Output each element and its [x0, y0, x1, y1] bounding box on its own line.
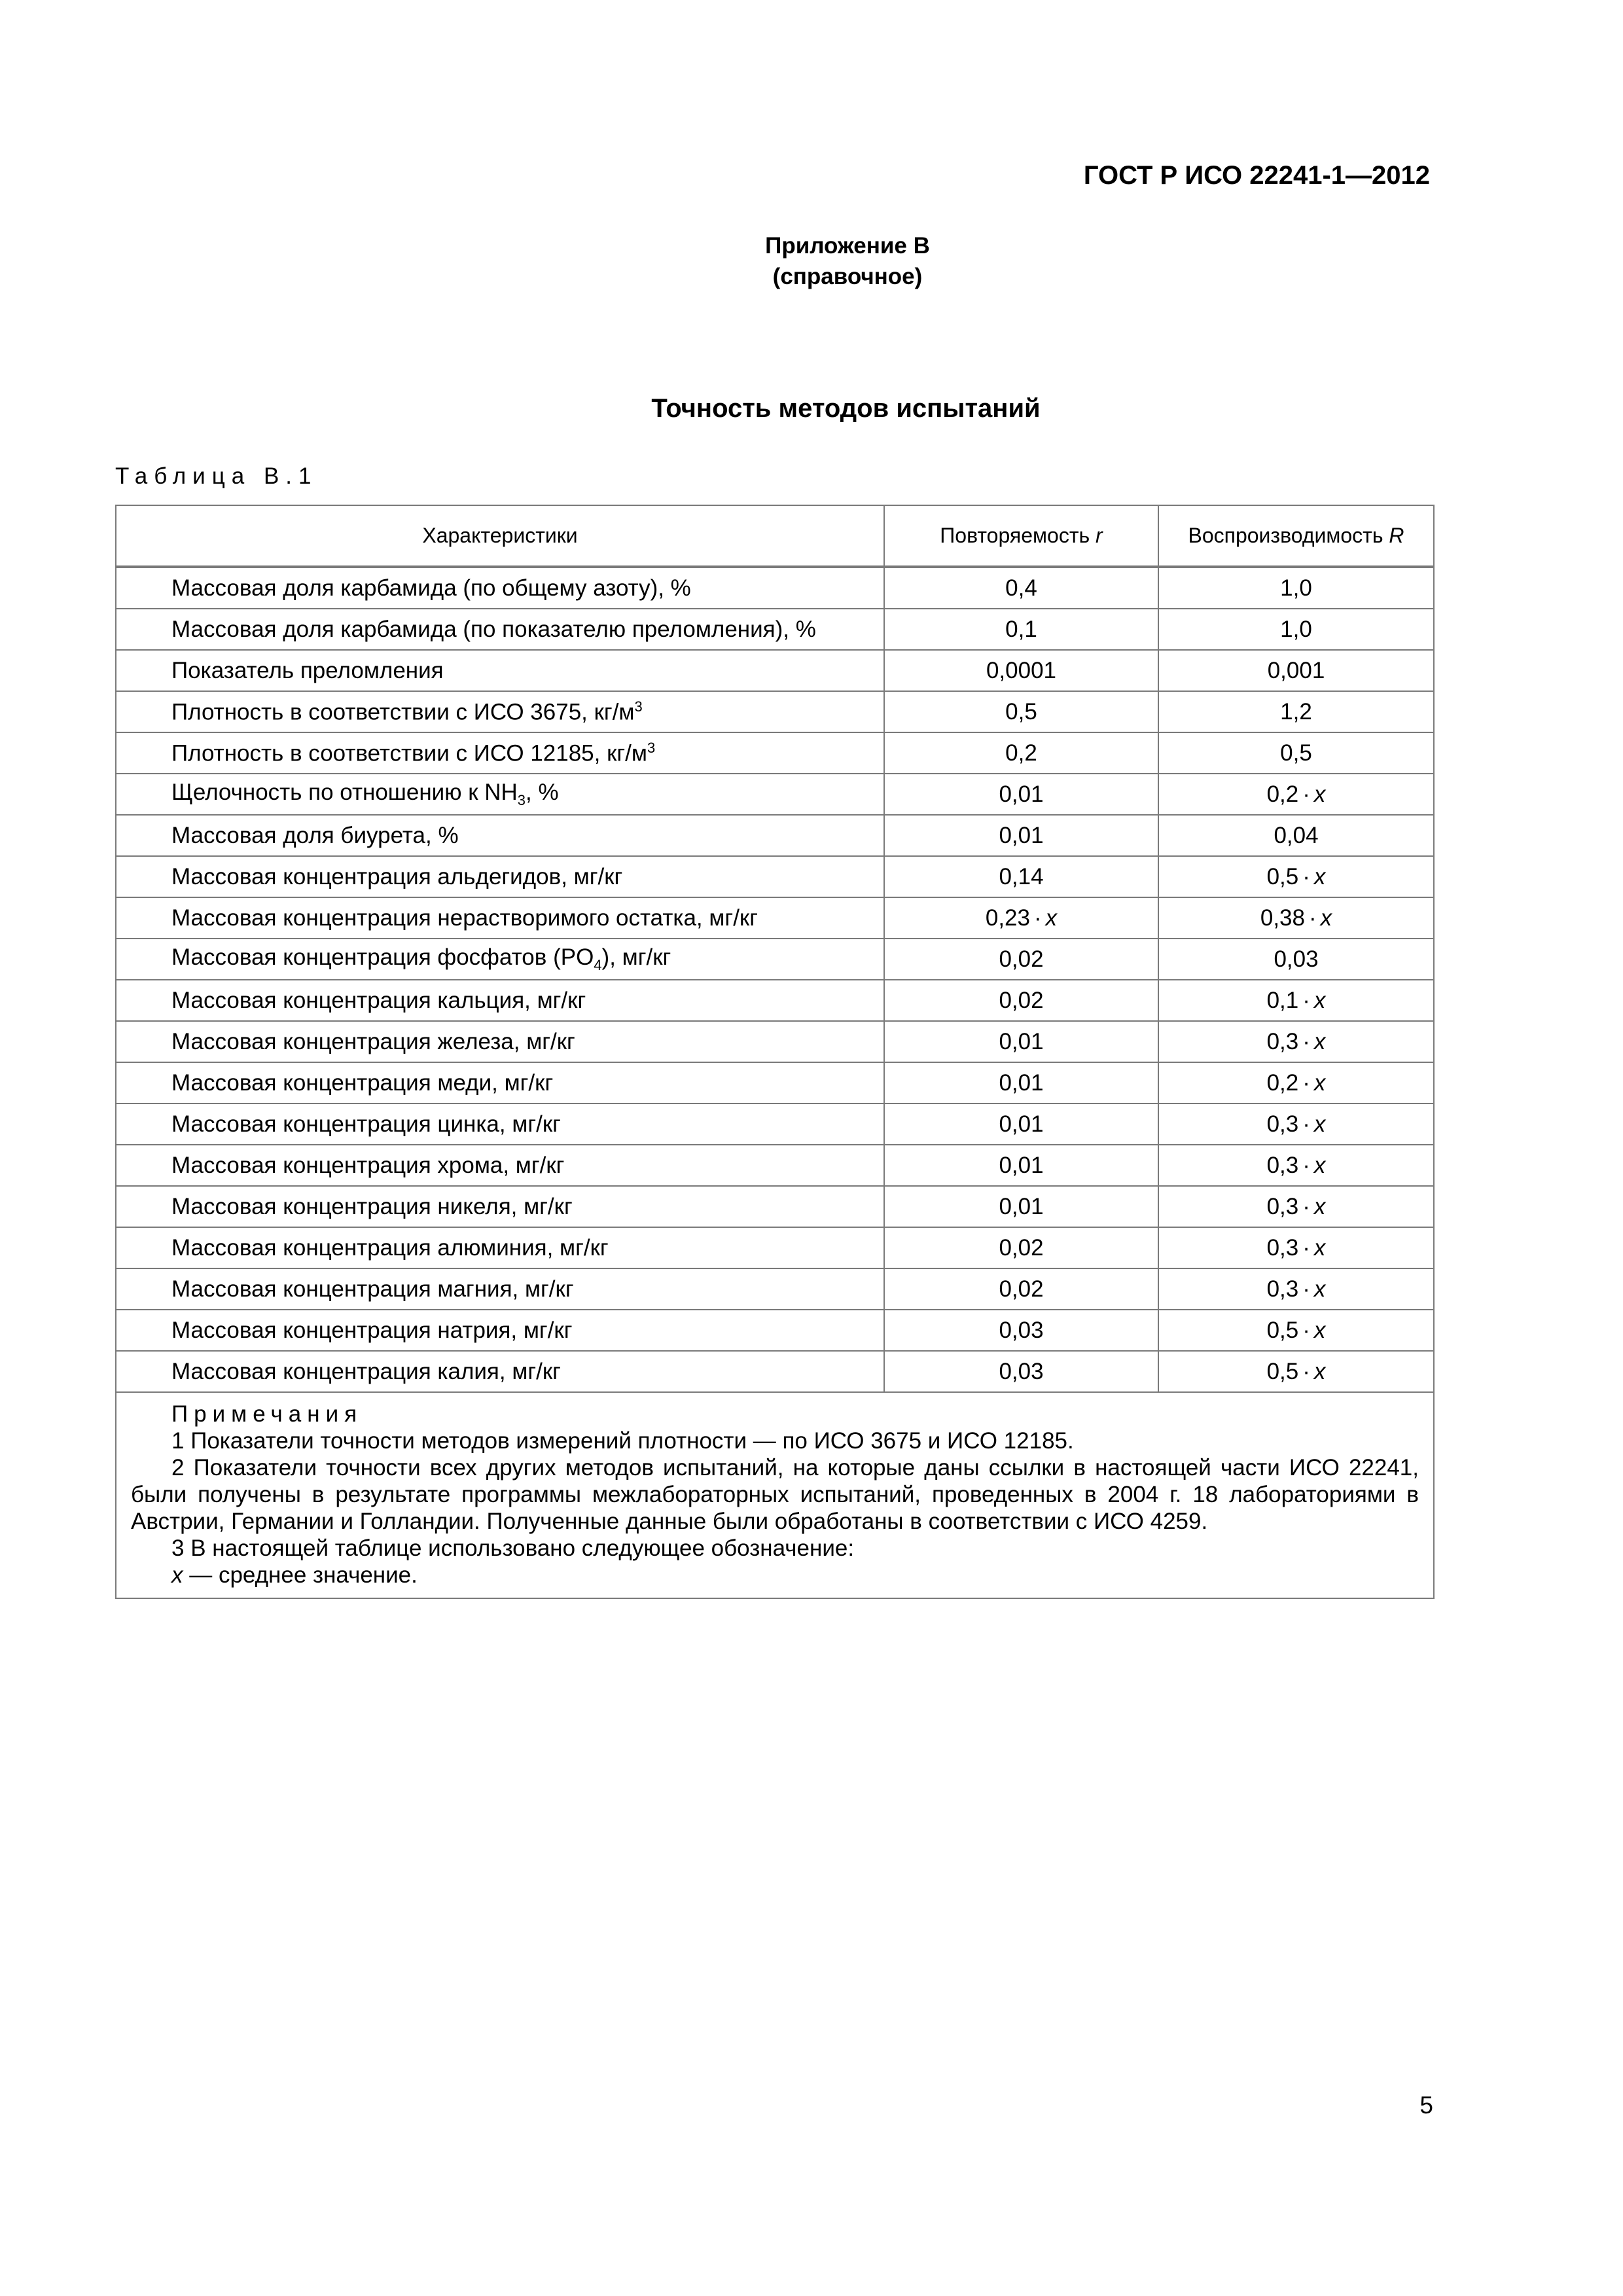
reproducibility-cell: [1158, 1268, 1434, 1310]
characteristic-cell: [116, 732, 884, 774]
multiply-dot: ·: [1302, 987, 1310, 1013]
annex-title: Приложение В: [765, 233, 930, 259]
characteristic-label: Массовая концентрация железа, мг/кг: [171, 1028, 575, 1054]
repeatability-cell-number: 0,02: [999, 1234, 1044, 1261]
multiply-dot: ·: [1302, 1028, 1310, 1054]
repeatability-cell-number: 0,02: [999, 946, 1044, 972]
reproducibility-cell-number: 0,3: [1266, 1234, 1299, 1261]
table-row: [116, 856, 1434, 897]
characteristic-label: Массовая доля биурета, %: [171, 822, 459, 848]
reproducibility-cell: [1158, 691, 1434, 732]
notes-heading: Примечания: [171, 1401, 363, 1427]
characteristic-cell: [116, 1310, 884, 1351]
reproducibility-cell-number: 0,3: [1266, 1028, 1299, 1054]
reproducibility-cell-number: 0,04: [1274, 822, 1319, 848]
reproducibility-cell-number: 0,1: [1266, 987, 1299, 1013]
characteristic-label: Массовая концентрация цинка, мг/кг: [171, 1111, 561, 1137]
table-row: [116, 567, 1434, 609]
characteristic-label: Массовая концентрация натрия, мг/кг: [171, 1317, 573, 1343]
reproducibility-cell-number: 0,2: [1266, 781, 1299, 807]
repeatability-cell: [884, 691, 1158, 732]
repeatability-cell-number: 0,03: [999, 1317, 1044, 1343]
repeatability-cell: [884, 732, 1158, 774]
reproducibility-cell-number: 0,38: [1260, 905, 1305, 931]
mean-symbol: x: [1313, 781, 1326, 807]
repeatability-cell-number: 0,4: [1005, 575, 1037, 601]
column-header-reproducibility: Воспроизводимость R: [1158, 505, 1434, 567]
repeatability-cell: [884, 1310, 1158, 1351]
unit-superscript: 3: [634, 698, 643, 715]
reproducibility-cell: [1158, 1103, 1434, 1145]
characteristic-cell: [116, 1103, 884, 1145]
reproducibility-cell-number: 0,001: [1267, 657, 1325, 683]
notes-row: [116, 1392, 1434, 1598]
characteristic-cell: [116, 1227, 884, 1268]
reproducibility-cell: [1158, 1310, 1434, 1351]
table-row: [116, 1021, 1434, 1062]
mean-symbol: x: [1313, 863, 1326, 889]
table-row: [116, 815, 1434, 856]
unit-superscript: 3: [647, 739, 656, 756]
reproducibility-cell: [1158, 939, 1434, 980]
characteristic-label: Массовая доля карбамида (по показателю преломления), %: [171, 616, 816, 642]
characteristic-label: Массовая концентрация альдегидов, мг/кг: [171, 863, 623, 889]
annex-subtitle: (справочное): [772, 264, 923, 289]
repeatability-cell-number: 0,14: [999, 863, 1044, 889]
repeatability-cell-number: 0,01: [999, 1028, 1044, 1054]
mean-symbol: x: [1313, 1152, 1326, 1178]
multiply-dot: ·: [1302, 1276, 1310, 1302]
reproducibility-cell: [1158, 1021, 1434, 1062]
repeatability-cell-number: 0,01: [999, 1069, 1044, 1096]
characteristic-cell: [116, 691, 884, 732]
reproducibility-cell: [1158, 1351, 1434, 1392]
mean-symbol: x: [1313, 1276, 1326, 1302]
column-header-repeatability: Повторяемость r: [884, 505, 1158, 567]
table-row: [116, 1103, 1434, 1145]
table-header-row: [116, 505, 1434, 567]
table-row: [116, 650, 1434, 691]
characteristic-cell: [116, 1145, 884, 1186]
repeatability-cell-number: 0,03: [999, 1358, 1044, 1384]
table-row: [116, 609, 1434, 650]
page-number: 5: [1419, 2092, 1433, 2119]
multiply-dot: ·: [1302, 781, 1310, 807]
characteristic-label: Плотность в соответствии с ИСО 12185, кг/м: [171, 740, 647, 766]
mean-symbol: x: [1045, 905, 1058, 931]
table-row: [116, 980, 1434, 1021]
symbol-definition: — среднее значение.: [183, 1562, 418, 1588]
characteristic-cell: [116, 774, 884, 815]
reproducibility-cell: [1158, 856, 1434, 897]
column-header-characteristic: Характеристики: [116, 505, 884, 567]
note-2: 2 Показатели точности всех других методов испытаний, на которые даны ссылки в настоящей части ИСО 22241, были получены в результате программы межлабораторных испытаний, проведенных в 2004 г. 18 лабораториями в Австрии, Германии и Голландии. Полученные данные были обработаны в соответствии с ИСО 4259.: [131, 1455, 1419, 1534]
characteristic-label: Массовая концентрация никеля, мг/кг: [171, 1193, 573, 1219]
repeatability-cell: [884, 1103, 1158, 1145]
note-1: 1 Показатели точности методов измерений плотности — по ИСО 3675 и ИСО 12185.: [171, 1428, 1074, 1454]
reproducibility-cell-number: 0,3: [1266, 1193, 1299, 1219]
mean-symbol: x: [1313, 1317, 1326, 1343]
repeatability-cell-number: 0,2: [1005, 740, 1037, 766]
characteristic-label: Массовая концентрация нерастворимого остатка, мг/кг: [171, 905, 758, 931]
reproducibility-cell: [1158, 732, 1434, 774]
mean-symbol: x: [1313, 1111, 1326, 1137]
characteristic-cell: [116, 1021, 884, 1062]
reproducibility-cell-number: 1,0: [1280, 575, 1312, 601]
table-row: [116, 1268, 1434, 1310]
table-row: [116, 1145, 1434, 1186]
table-row: [116, 1351, 1434, 1392]
formula-subscript: 4: [594, 957, 602, 973]
repeatability-cell: [884, 1062, 1158, 1103]
reproducibility-cell-number: 0,5: [1266, 1358, 1299, 1384]
multiply-dot: ·: [1302, 1317, 1310, 1343]
characteristic-cell: [116, 650, 884, 691]
characteristic-cell: [116, 897, 884, 939]
reproducibility-cell-number: 0,5: [1280, 740, 1312, 766]
multiply-dot: ·: [1308, 905, 1317, 931]
repeatability-cell-number: 0,01: [999, 1152, 1044, 1178]
reproducibility-cell-number: 0,3: [1266, 1111, 1299, 1137]
reproducibility-cell: [1158, 897, 1434, 939]
table-row: [116, 1186, 1434, 1227]
mean-symbol: x: [1313, 1358, 1326, 1384]
characteristic-cell: [116, 1062, 884, 1103]
repeatability-cell: [884, 567, 1158, 609]
reproducibility-cell: [1158, 1227, 1434, 1268]
multiply-dot: ·: [1302, 1234, 1310, 1261]
characteristic-cell: [116, 567, 884, 609]
table-row: [116, 691, 1434, 732]
reproducibility-cell: [1158, 650, 1434, 691]
repeatability-cell: [884, 774, 1158, 815]
formula-subscript: 3: [517, 792, 526, 808]
mean-symbol: x: [1313, 1028, 1326, 1054]
reproducibility-cell: [1158, 567, 1434, 609]
reproducibility-cell: [1158, 609, 1434, 650]
repeatability-cell: [884, 939, 1158, 980]
note-3: 3 В настоящей таблице использовано следующее обозначение:: [171, 1535, 855, 1561]
reproducibility-cell-number: 1,0: [1280, 616, 1312, 642]
repeatability-cell: [884, 1186, 1158, 1227]
characteristic-cell: [116, 1186, 884, 1227]
repeatability-cell: [884, 1351, 1158, 1392]
characteristic-label: Щелочность по отношению к NH: [171, 780, 518, 805]
characteristic-label: Показатель преломления: [171, 657, 444, 683]
mean-symbol: x: [1313, 1069, 1326, 1096]
note-3-definition: [131, 1562, 1419, 1588]
reproducibility-cell-number: 0,5: [1266, 863, 1299, 889]
repeatability-cell-number: 0,01: [999, 781, 1044, 807]
repeatability-cell: [884, 1268, 1158, 1310]
table-notes: [116, 1392, 1434, 1598]
repeatability-cell-number: 0,02: [999, 1276, 1044, 1302]
multiply-dot: ·: [1302, 863, 1310, 889]
reproducibility-cell: [1158, 1145, 1434, 1186]
repeatability-cell: [884, 650, 1158, 691]
repeatability-cell: [884, 1145, 1158, 1186]
reproducibility-cell-number: 0,03: [1274, 946, 1319, 972]
repeatability-cell: [884, 897, 1158, 939]
characteristic-cell: [116, 1351, 884, 1392]
characteristic-label: Массовая концентрация магния, мг/кг: [171, 1276, 574, 1302]
multiply-dot: ·: [1302, 1152, 1310, 1178]
reproducibility-cell-number: 0,3: [1266, 1276, 1299, 1302]
annex-heading: [0, 230, 1623, 292]
table-row: [116, 939, 1434, 980]
table-row: [116, 1227, 1434, 1268]
characteristic-label: Массовая концентрация алюминия, мг/кг: [171, 1234, 609, 1261]
multiply-dot: ·: [1302, 1358, 1310, 1384]
repeatability-cell: [884, 815, 1158, 856]
repeatability-cell: [884, 980, 1158, 1021]
characteristic-label: Массовая концентрация меди, мг/кг: [171, 1069, 554, 1096]
characteristic-label: Плотность в соответствии с ИСО 3675, кг/м: [171, 699, 635, 725]
table-row: [116, 1062, 1434, 1103]
standard-number: ГОСТ Р ИСО 22241-1—2012: [1083, 161, 1430, 190]
characteristic-cell: [116, 815, 884, 856]
characteristic-label: Массовая доля карбамида (по общему азоту), %: [171, 575, 691, 601]
symbol-x: x: [171, 1562, 183, 1588]
reproducibility-cell: [1158, 1062, 1434, 1103]
characteristic-cell: [116, 939, 884, 980]
repeatability-cell: [884, 1021, 1158, 1062]
reproducibility-cell-number: 0,5: [1266, 1317, 1299, 1343]
repeatability-cell-number: 0,23: [985, 905, 1030, 931]
reproducibility-cell-number: 0,3: [1266, 1152, 1299, 1178]
characteristic-label: Массовая концентрация фосфатов (PO: [171, 944, 594, 970]
table-caption: Таблица В.1: [115, 463, 318, 489]
reproducibility-cell: [1158, 774, 1434, 815]
repeatability-cell-number: 0,0001: [986, 657, 1057, 683]
reproducibility-cell-number: 1,2: [1280, 698, 1312, 725]
accuracy-table: [115, 505, 1435, 1599]
mean-symbol: x: [1313, 1193, 1326, 1219]
mean-symbol: x: [1320, 905, 1332, 931]
characteristic-cell: [116, 980, 884, 1021]
multiply-dot: ·: [1302, 1069, 1310, 1096]
repeatability-cell-number: 0,1: [1005, 616, 1037, 642]
characteristic-cell: [116, 609, 884, 650]
reproducibility-cell: [1158, 1186, 1434, 1227]
repeatability-cell: [884, 856, 1158, 897]
table-row: [116, 897, 1434, 939]
characteristic-cell: [116, 856, 884, 897]
characteristic-suffix: ), мг/кг: [601, 944, 671, 970]
multiply-dot: ·: [1302, 1111, 1310, 1137]
characteristic-label: Массовая концентрация калия, мг/кг: [171, 1358, 561, 1384]
characteristic-label: Массовая концентрация кальция, мг/кг: [171, 987, 586, 1013]
reproducibility-cell: [1158, 815, 1434, 856]
repeatability-cell-number: 0,01: [999, 1193, 1044, 1219]
characteristic-suffix: , %: [526, 780, 559, 805]
mean-symbol: x: [1313, 987, 1326, 1013]
multiply-dot: ·: [1033, 905, 1042, 931]
table-row: [116, 1310, 1434, 1351]
table-row: [116, 774, 1434, 815]
mean-symbol: x: [1313, 1234, 1326, 1261]
characteristic-cell: [116, 1268, 884, 1310]
multiply-dot: ·: [1302, 1193, 1310, 1219]
repeatability-cell-number: 0,01: [999, 1111, 1044, 1137]
repeatability-cell-number: 0,02: [999, 987, 1044, 1013]
repeatability-cell: [884, 1227, 1158, 1268]
repeatability-cell: [884, 609, 1158, 650]
repeatability-cell-number: 0,01: [999, 822, 1044, 848]
repeatability-cell-number: 0,5: [1005, 698, 1037, 725]
characteristic-label: Массовая концентрация хрома, мг/кг: [171, 1152, 565, 1178]
reproducibility-cell-number: 0,2: [1266, 1069, 1299, 1096]
reproducibility-cell: [1158, 980, 1434, 1021]
section-title: Точность методов испытаний: [651, 394, 1041, 423]
table-row: [116, 732, 1434, 774]
